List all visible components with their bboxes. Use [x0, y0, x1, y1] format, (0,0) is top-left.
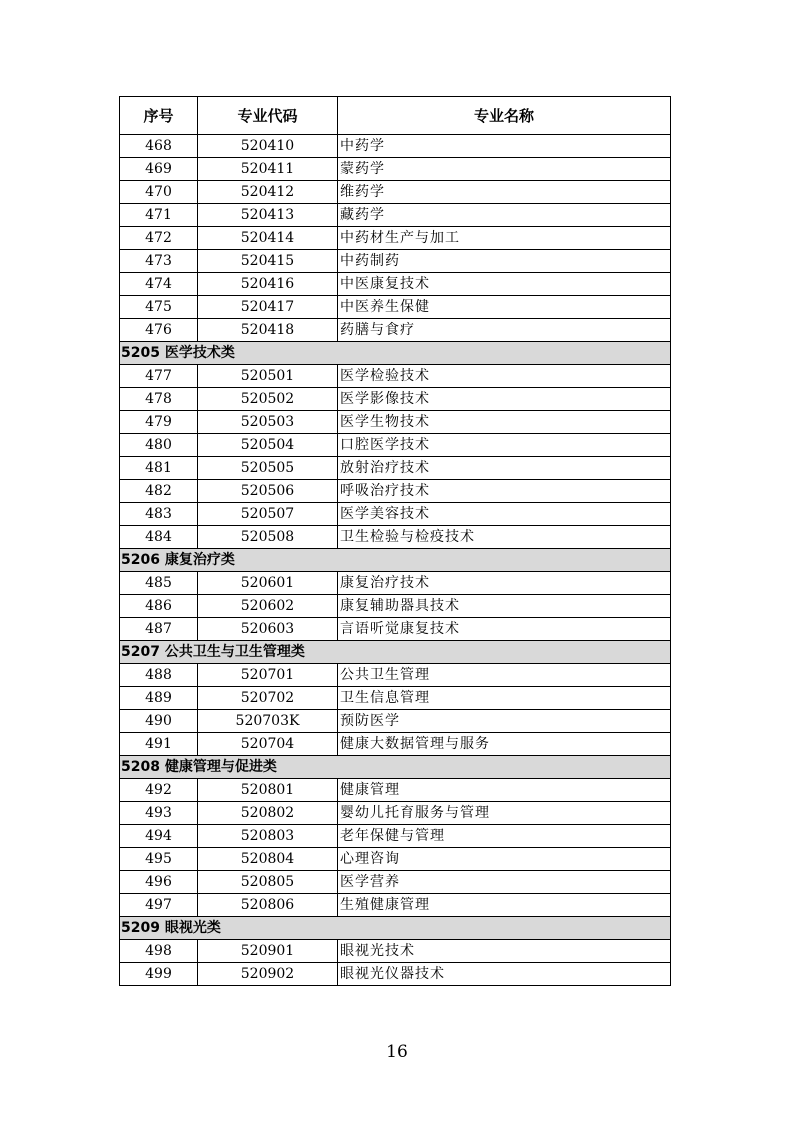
major-name-cell: 健康管理: [338, 779, 671, 802]
major-name-cell: 眼视光仪器技术: [338, 963, 671, 986]
table-row: [120, 733, 671, 756]
major-code-cell: 520504: [198, 434, 338, 457]
category-row: [120, 917, 671, 940]
serial-number-cell: 480: [120, 434, 198, 457]
major-code-cell: 520416: [198, 273, 338, 296]
table-row: [120, 894, 671, 917]
major-name-cell: 藏药学: [338, 204, 671, 227]
major-name-cell: 老年保健与管理: [338, 825, 671, 848]
major-code-cell: 520507: [198, 503, 338, 526]
major-code-cell: 520414: [198, 227, 338, 250]
major-name-cell: 医学营养: [338, 871, 671, 894]
major-name-cell: 生殖健康管理: [338, 894, 671, 917]
table-row: [120, 365, 671, 388]
major-name-cell: 卫生检验与检疫技术: [338, 526, 671, 549]
major-code-cell: 520603: [198, 618, 338, 641]
category-label: 5209 眼视光类: [120, 917, 671, 940]
table-row: [120, 296, 671, 319]
major-code-cell: 520601: [198, 572, 338, 595]
major-code-cell: 520701: [198, 664, 338, 687]
major-name-cell: 医学美容技术: [338, 503, 671, 526]
header-major-name: 专业名称: [338, 97, 671, 135]
major-code-cell: 520801: [198, 779, 338, 802]
major-code-cell: 520602: [198, 595, 338, 618]
major-code-cell: 520506: [198, 480, 338, 503]
serial-number-cell: 478: [120, 388, 198, 411]
major-name-cell: 健康大数据管理与服务: [338, 733, 671, 756]
serial-number-cell: 475: [120, 296, 198, 319]
serial-number-cell: 484: [120, 526, 198, 549]
major-name-cell: 言语听觉康复技术: [338, 618, 671, 641]
table-row: [120, 572, 671, 595]
major-name-cell: 放射治疗技术: [338, 457, 671, 480]
major-code-cell: 520415: [198, 250, 338, 273]
serial-number-cell: 471: [120, 204, 198, 227]
major-name-cell: 眼视光技术: [338, 940, 671, 963]
serial-number-cell: 474: [120, 273, 198, 296]
major-code-cell: 520703K: [198, 710, 338, 733]
major-code-cell: 520804: [198, 848, 338, 871]
serial-number-cell: 491: [120, 733, 198, 756]
major-code-cell: 520413: [198, 204, 338, 227]
major-name-cell: 中药材生产与加工: [338, 227, 671, 250]
category-row: [120, 641, 671, 664]
major-name-cell: 卫生信息管理: [338, 687, 671, 710]
table-row: [120, 710, 671, 733]
major-code-cell: 520503: [198, 411, 338, 434]
major-name-cell: 呼吸治疗技术: [338, 480, 671, 503]
table-body: [120, 135, 671, 986]
table-row: [120, 825, 671, 848]
major-code-cell: 520410: [198, 135, 338, 158]
table-row: [120, 687, 671, 710]
serial-number-cell: 487: [120, 618, 198, 641]
page-number: 16: [386, 1042, 408, 1062]
serial-number-cell: 490: [120, 710, 198, 733]
major-code-cell: 520502: [198, 388, 338, 411]
serial-number-cell: 479: [120, 411, 198, 434]
table-row: [120, 227, 671, 250]
serial-number-cell: 498: [120, 940, 198, 963]
serial-number-cell: 499: [120, 963, 198, 986]
serial-number-cell: 495: [120, 848, 198, 871]
major-code-cell: 520704: [198, 733, 338, 756]
major-name-cell: 康复辅助器具技术: [338, 595, 671, 618]
table-row: [120, 158, 671, 181]
table-row: [120, 457, 671, 480]
major-name-cell: 康复治疗技术: [338, 572, 671, 595]
table-row: [120, 250, 671, 273]
major-name-cell: 口腔医学技术: [338, 434, 671, 457]
serial-number-cell: 477: [120, 365, 198, 388]
serial-number-cell: 482: [120, 480, 198, 503]
category-label: 5206 康复治疗类: [120, 549, 671, 572]
major-name-cell: 中药制药: [338, 250, 671, 273]
table-row: [120, 664, 671, 687]
serial-number-cell: 493: [120, 802, 198, 825]
major-name-cell: 医学影像技术: [338, 388, 671, 411]
major-name-cell: 公共卫生管理: [338, 664, 671, 687]
serial-number-cell: 489: [120, 687, 198, 710]
serial-number-cell: 492: [120, 779, 198, 802]
table-row: [120, 319, 671, 342]
serial-number-cell: 496: [120, 871, 198, 894]
table-row: [120, 411, 671, 434]
major-code-cell: 520501: [198, 365, 338, 388]
category-label: 5208 健康管理与促进类: [120, 756, 671, 779]
table-row: [120, 618, 671, 641]
major-name-cell: 药膳与食疗: [338, 319, 671, 342]
serial-number-cell: 486: [120, 595, 198, 618]
serial-number-cell: 469: [120, 158, 198, 181]
serial-number-cell: 497: [120, 894, 198, 917]
table-row: [120, 204, 671, 227]
majors-table: [119, 96, 671, 986]
serial-number-cell: 488: [120, 664, 198, 687]
table-row: [120, 503, 671, 526]
major-code-cell: 520902: [198, 963, 338, 986]
major-name-cell: 预防医学: [338, 710, 671, 733]
serial-number-cell: 473: [120, 250, 198, 273]
table-row: [120, 480, 671, 503]
major-name-cell: 蒙药学: [338, 158, 671, 181]
major-name-cell: 中医养生保健: [338, 296, 671, 319]
serial-number-cell: 494: [120, 825, 198, 848]
serial-number-cell: 472: [120, 227, 198, 250]
table-row: [120, 871, 671, 894]
serial-number-cell: 485: [120, 572, 198, 595]
serial-number-cell: 481: [120, 457, 198, 480]
table-row: [120, 963, 671, 986]
major-code-cell: 520802: [198, 802, 338, 825]
category-row: [120, 549, 671, 572]
major-code-cell: 520417: [198, 296, 338, 319]
table-row: [120, 940, 671, 963]
major-name-cell: 婴幼儿托育服务与管理: [338, 802, 671, 825]
category-row: [120, 756, 671, 779]
major-name-cell: 中药学: [338, 135, 671, 158]
major-code-cell: 520805: [198, 871, 338, 894]
table-row: [120, 273, 671, 296]
table-header-row: [120, 97, 671, 135]
table-row: [120, 388, 671, 411]
table-row: [120, 434, 671, 457]
table-row: [120, 595, 671, 618]
category-label: 5205 医学技术类: [120, 342, 671, 365]
major-code-cell: 520508: [198, 526, 338, 549]
category-label: 5207 公共卫生与卫生管理类: [120, 641, 671, 664]
table-row: [120, 848, 671, 871]
major-name-cell: 中医康复技术: [338, 273, 671, 296]
major-code-cell: 520505: [198, 457, 338, 480]
major-code-cell: 520806: [198, 894, 338, 917]
category-row: [120, 342, 671, 365]
major-name-cell: 心理咨询: [338, 848, 671, 871]
header-serial-number: 序号: [120, 97, 198, 135]
major-code-cell: 520901: [198, 940, 338, 963]
serial-number-cell: 468: [120, 135, 198, 158]
major-name-cell: 医学生物技术: [338, 411, 671, 434]
major-code-cell: 520418: [198, 319, 338, 342]
major-name-cell: 维药学: [338, 181, 671, 204]
header-major-code: 专业代码: [198, 97, 338, 135]
serial-number-cell: 476: [120, 319, 198, 342]
table-row: [120, 802, 671, 825]
major-code-cell: 520803: [198, 825, 338, 848]
table-row: [120, 135, 671, 158]
serial-number-cell: 483: [120, 503, 198, 526]
serial-number-cell: 470: [120, 181, 198, 204]
table-row: [120, 779, 671, 802]
major-code-cell: 520702: [198, 687, 338, 710]
major-code-cell: 520412: [198, 181, 338, 204]
table-row: [120, 181, 671, 204]
major-name-cell: 医学检验技术: [338, 365, 671, 388]
major-code-cell: 520411: [198, 158, 338, 181]
table-row: [120, 526, 671, 549]
